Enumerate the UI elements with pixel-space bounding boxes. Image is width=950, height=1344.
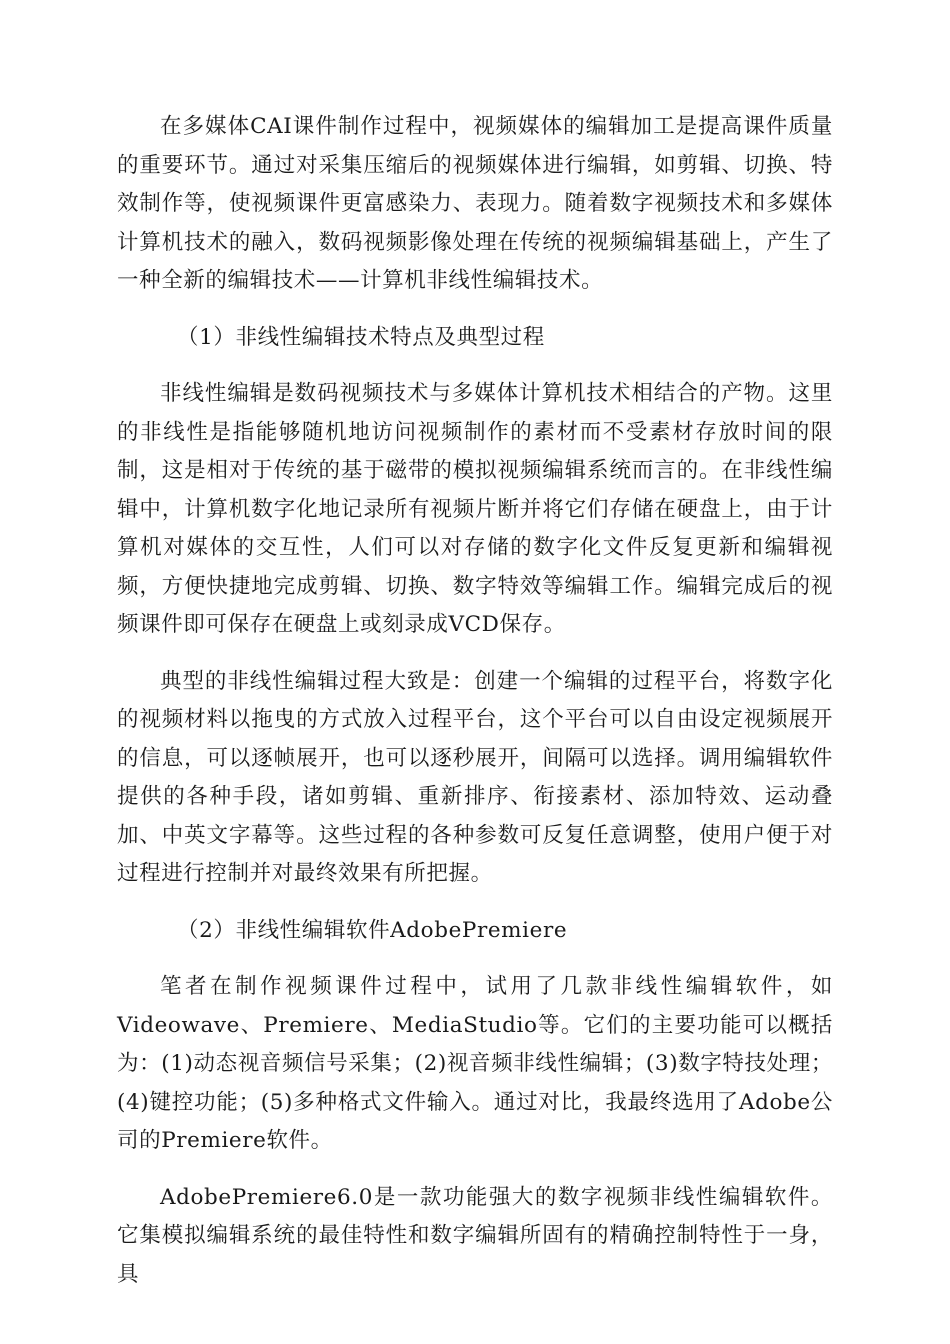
paragraph-software-comparison: 笔者在制作视频课件过程中，试用了几款非线性编辑软件，如Videowave、Premiere、MediaStudio等。它们的主要功能可以概括为：(1)动态视音频信号采集；(2)视音频非线性编辑；(3)数字特技处理；(4)键控功能；(5)多种格式文件输入。通过对比，我最终选用了Adobe公司的Premiere软件。 — [117, 974, 833, 1153]
document-body — [117, 108, 833, 1312]
paragraph-nonlinear-definition: 非线性编辑是数码视频技术与多媒体计算机技术相结合的产物。这里的非线性是指能够随机地访问视频制作的素材而不受素材存放时间的限制，这是相对于传统的基于磁带的模拟视频编辑系统而言的。在非线性编辑中，计算机数字化地记录所有视频片断并将它们存储在硬盘上，由于计算机对媒体的交互性，人们可以对存储的数字化文件反复更新和编辑视频，方便快捷地完成剪辑、切换、数字特效等编辑工作。编辑完成后的视频课件即可保存在硬盘上或刻录成VCD保存。 — [117, 381, 833, 637]
section-heading-2: （2）非线性编辑软件AdobePremiere — [177, 917, 568, 943]
section-heading-1: （1）非线性编辑技术特点及典型过程 — [177, 324, 545, 350]
paragraph-intro: 在多媒体CAI课件制作过程中，视频媒体的编辑加工是提高课件质量的重要环节。通过对采集压缩后的视频媒体进行编辑，如剪辑、切换、特效制作等，使视频课件更富感染力、表现力。随着数字视频技术和多媒体计算机技术的融入，数码视频影像处理在传统的视频编辑基础上，产生了一种全新的编辑技术——计算机非线性编辑技术。 — [117, 114, 833, 293]
paragraph-premiere-intro: AdobePremiere6.0是一款功能强大的数字视频非线性编辑软件。它集模拟编辑系统的最佳特性和数字编辑所固有的精确控制特性于一身，具 — [117, 1184, 833, 1287]
paragraph-typical-process: 典型的非线性编辑过程大致是：创建一个编辑的过程平台，将数字化的视频材料以拖曳的方式放入过程平台，这个平台可以自由设定视频展开的信息，可以逐帧展开，也可以逐秒展开，间隔可以选择。调用编辑软件提供的各种手段，诸如剪辑、重新排序、衔接素材、添加特效、运动叠加、中英文字幕等。这些过程的各种参数可反复任意调整，使用户便于对过程进行控制并对最终效果有所把握。 — [117, 668, 833, 886]
